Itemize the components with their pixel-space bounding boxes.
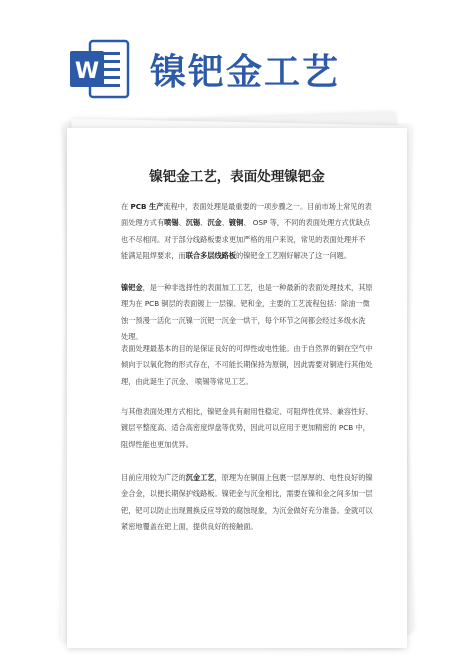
text-run: 、 (221, 218, 229, 228)
bold-run: 喷锡 (164, 218, 179, 228)
text-run: 目前应用较为广泛的 (121, 473, 186, 482)
bold-run: 沉锡 (185, 218, 201, 228)
document-title: 镍钯金工艺，表面处理镍钯金 (149, 169, 325, 185)
paragraph-5 (121, 470, 373, 536)
line (121, 280, 373, 296)
line: 紧密地覆盖在钯上面，提供良好的接触面。 (121, 522, 258, 532)
line: 倾向于以氧化物的形式存在，不可能长期保持为原铜，因此需要对铜进行其他处 (121, 360, 373, 370)
line (121, 470, 373, 486)
paragraph-4 (121, 404, 373, 453)
line: 理，由此诞生了沉金、 喷锡等常见工艺。 (121, 376, 253, 386)
bold-run: 沉金 (207, 218, 222, 228)
text-run: 在 (121, 202, 131, 211)
bold-run: 镀铜 (228, 218, 244, 228)
banner (0, 0, 474, 130)
text-run: 、 OSP 等，不同的表面处理方式优缺点 (243, 218, 371, 228)
bold-run: PCB 生产 (130, 202, 164, 211)
paragraph-2 (121, 280, 373, 346)
line (121, 248, 361, 264)
line: 理为在 PCB 铜层的表面镀上一层镍、钯和金，主要的工艺流程包括：除油一微 (121, 299, 370, 309)
paragraph-3 (121, 341, 373, 390)
bold-run: 联合多层线路板 (185, 251, 237, 261)
banner-title: 镍钯金工艺 (150, 52, 341, 93)
text-run: 流程中，表面处理是最重要的一项步骤之一。目前市场上常见的表 (163, 202, 372, 211)
paragraph-1 (121, 199, 372, 265)
svg-text:W: W (74, 59, 100, 84)
line: 金合金，以便长期保护线路板。镍钯金与沉金相比，需要在镍和金之间多加一层 (121, 489, 373, 499)
document-page (67, 128, 407, 648)
text-run: ，原理为在铜面上包裹一层厚厚的、电性良好的镍 (214, 473, 373, 482)
bold-run: 沉金工艺 (185, 473, 215, 482)
line: 也不尽相同。对于部分线路板要求更加严格的用户来说，常见的表面处理并不 (121, 234, 366, 244)
text-run: 的镍钯金工艺刚好解决了这一问题。 (236, 251, 352, 261)
text-run: 能满足阻焊要求，而 (121, 251, 186, 261)
line: 与其他表面处理方式相比，镍钯金具有耐用性稳定、可阻焊性优异、兼容性好、 (121, 407, 373, 416)
word-document-icon (68, 38, 130, 100)
line: 镀层平整度高、适合高密度焊盘等优势，因此可以应用于更加精密的 PCB 中， (121, 423, 370, 433)
bold-run: 镍钯金 (121, 283, 143, 292)
line: 蚀一预漫一活化一沉镍一沉钯一沉金一烘干，每个环节之间都会经过多级水洗 (121, 315, 366, 325)
line: 阻焊性能也更加优异。 (121, 439, 193, 449)
line: 钯，钯可以防止出现置换反应导致的腐蚀现象，为沉金做好充分准备。金就可以 (121, 505, 373, 515)
line (121, 215, 371, 231)
text-run: 面处理方式有 (121, 218, 165, 228)
line (121, 199, 372, 215)
text-run: 、 (178, 218, 186, 228)
line: 表面处理最基本的目的是保证良好的可焊性或电性能。由于自然界的铜在空气中 (121, 344, 373, 353)
text-run: ，是一种非选择性的表面加工工艺，也是一种最新的表面处理技术，其原 (142, 283, 373, 292)
line: 处理。 (121, 332, 143, 342)
text-run: 、 (200, 218, 208, 228)
